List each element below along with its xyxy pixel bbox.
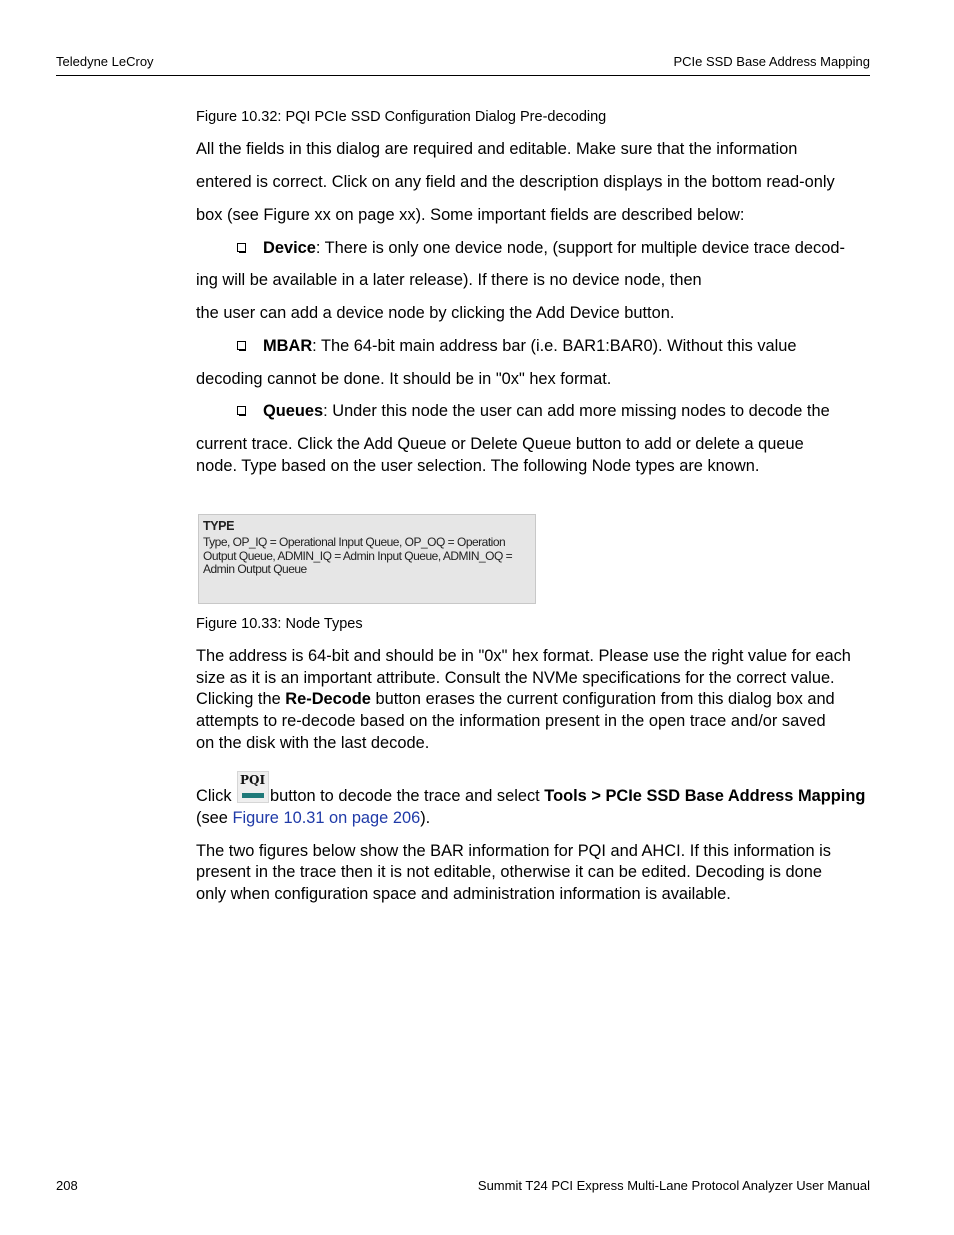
pqi-icon-label: PQI: [240, 773, 266, 787]
header-divider: [56, 75, 870, 76]
click-line-2-post: ).: [420, 809, 431, 827]
address-line-3-pre: Clicking the: [196, 690, 286, 708]
type-description: Type, OP_IQ = Operational Input Queue, OP_OQ = Operation Output Queue, ADMIN_IQ = Admin Input Queue, ADMIN_OQ = Admin Output Queue: [203, 535, 513, 576]
type-title: TYPE: [203, 519, 235, 533]
bar-line-1: The two figures below show the BAR information for PQI and AHCI. If this information is: [196, 842, 831, 860]
intro-line-2: entered is correct. Click on any field and the description displays in the bottom read-only: [196, 173, 835, 191]
address-line-1: The address is 64-bit and should be in "0x" hex format. Please use the right value for each: [196, 647, 851, 665]
figure-10-31-link[interactable]: Figure 10.31 on page 206: [232, 809, 421, 827]
click-line-1-rest: [270, 785, 872, 807]
re-decode-term: Re-Decode: [285, 690, 371, 708]
click-line-2-pre: (see: [196, 809, 233, 827]
header-section-title: PCIe SSD Base Address Mapping: [673, 54, 870, 69]
page-number: 208: [56, 1178, 78, 1193]
queues-line-1: [263, 400, 873, 422]
bar-line-3: only when configuration space and administration information is available.: [196, 885, 731, 903]
checkbox-bullet-icon: [237, 341, 247, 351]
figure-caption-10-32: Figure 10.32: PQI PCIe SSD Configuration Dialog Pre-decoding: [196, 109, 607, 125]
mbar-line-2: decoding cannot be done. It should be in "0x" hex format.: [196, 370, 612, 388]
click-pre: Click: [196, 787, 232, 805]
figure-caption-10-33: Figure 10.33: Node Types: [196, 616, 363, 632]
checkbox-bullet-icon: [237, 406, 247, 416]
queues-line-3: node. Type based on the user selection. The following Node types are known.: [196, 457, 760, 475]
footer-manual-title: Summit T24 PCI Express Multi-Lane Protocol Analyzer User Manual: [477, 1178, 870, 1193]
tools-menu-path: Tools > PCIe SSD Base Address Mapping: [544, 787, 866, 805]
mbar-line-1: [263, 335, 873, 357]
device-line-2: ing will be available in a later release). If there is no device node, then: [196, 271, 702, 289]
checkbox-bullet-icon: [237, 243, 247, 253]
mbar-text: : The 64-bit main address bar (i.e. BAR1:BAR0). Without this value: [312, 337, 797, 355]
queues-term: Queues: [263, 402, 324, 420]
device-text: : There is only one device node, (support for multiple device trace decod-: [315, 239, 845, 257]
device-line-3: the user can add a device node by clicking the Add Device button.: [196, 304, 675, 322]
intro-line-3: box (see Figure xx on page xx). Some important fields are described below:: [196, 206, 745, 224]
mbar-term: MBAR: [263, 337, 313, 355]
address-line-4: attempts to re-decode based on the information present in the open trace and/or saved: [196, 712, 826, 730]
node-types-screenshot: [198, 514, 536, 604]
queues-text: : Under this node the user can add more missing nodes to decode the: [323, 402, 830, 420]
bar-line-2: present in the trace then it is not editable, otherwise it can be edited. Decoding is done: [196, 863, 822, 881]
address-line-3-post: button erases the current configuration from this dialog box and: [370, 690, 835, 708]
queues-line-2: current trace. Click the Add Queue or Delete Queue button to add or delete a queue: [196, 435, 804, 453]
click-mid: button to decode the trace and select: [270, 787, 545, 805]
intro-line-1: All the fields in this dialog are required and editable. Make sure that the information: [196, 140, 798, 158]
click-line-2: [196, 807, 872, 829]
address-line-5: on the disk with the last decode.: [196, 734, 430, 752]
pqi-decode-icon: [237, 771, 269, 803]
device-term: Device: [263, 239, 316, 257]
address-line-3: [196, 688, 872, 710]
device-line-1: [263, 237, 873, 259]
header-company: Teledyne LeCroy: [56, 54, 154, 69]
address-line-2: size as it is an important attribute. Consult the NVMe specifications for the correct value.: [196, 669, 835, 687]
pqi-icon-bar: [242, 793, 264, 798]
